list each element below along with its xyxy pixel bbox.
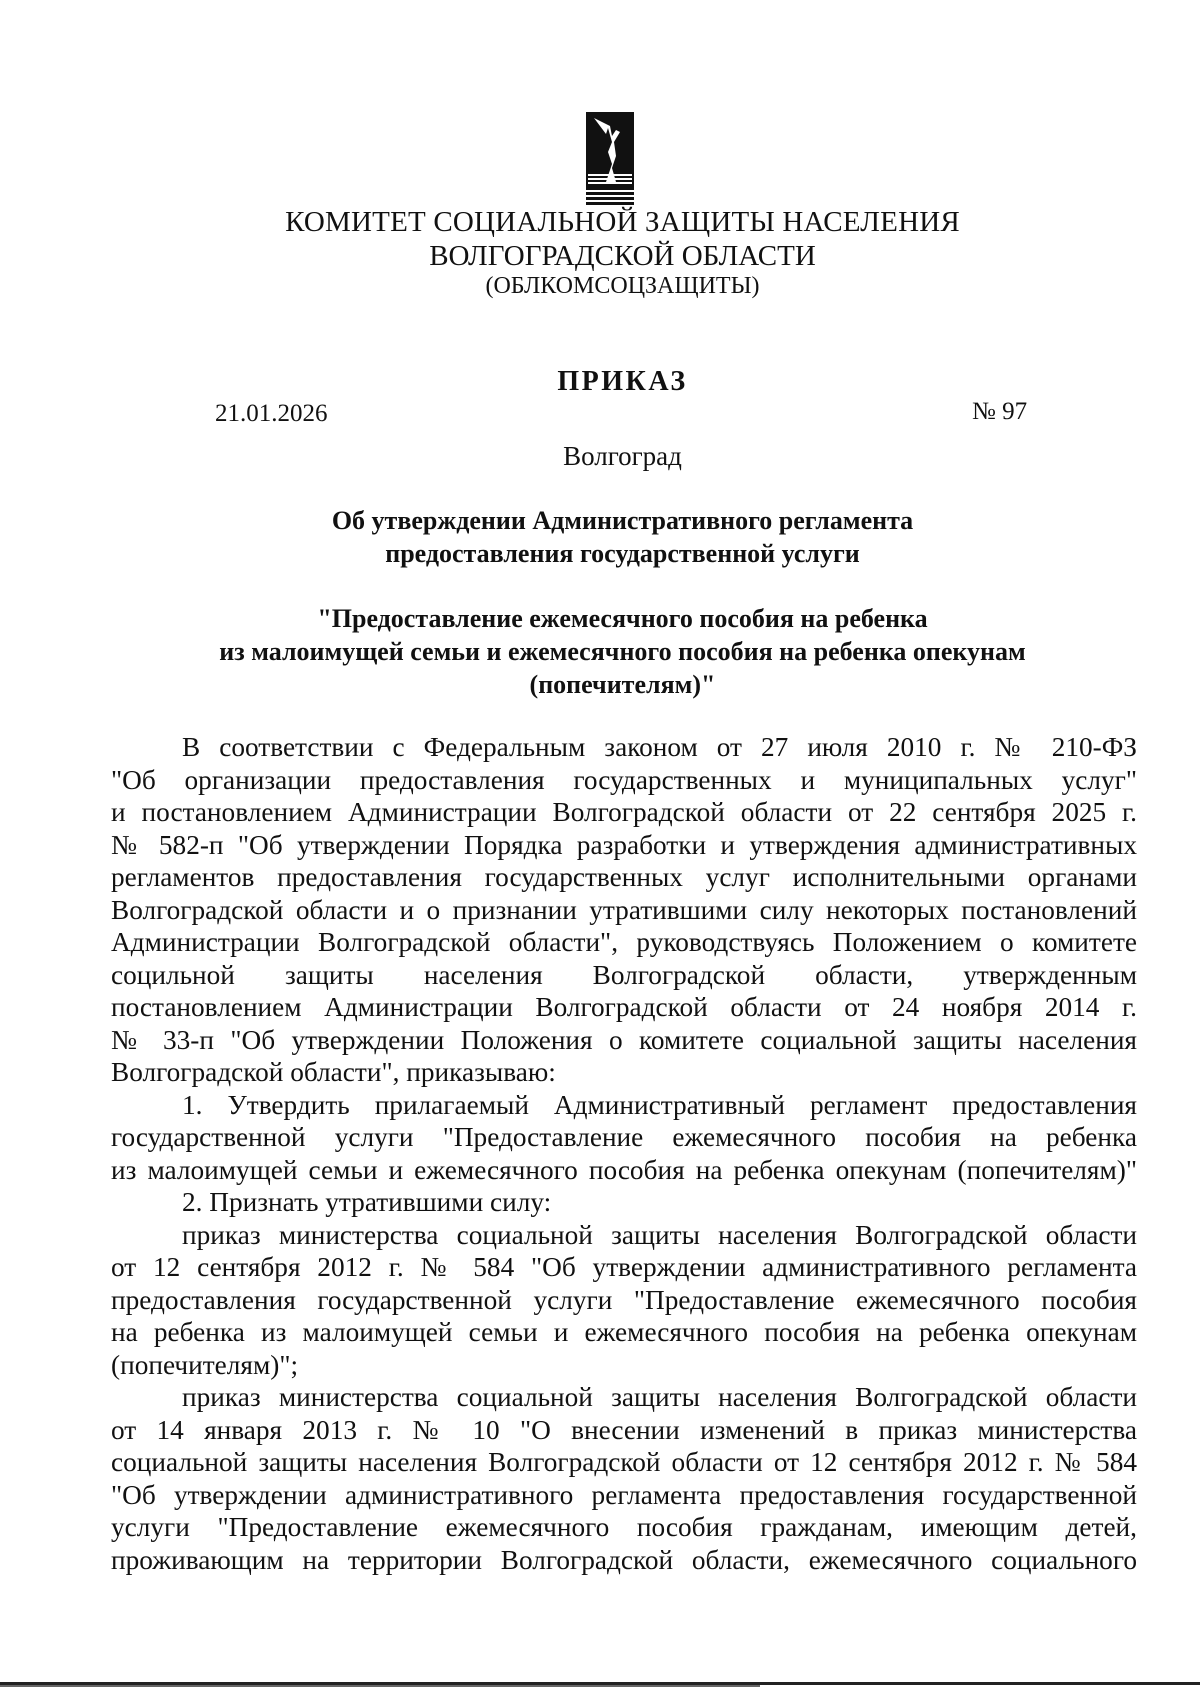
body-line: (попечителям)"; bbox=[111, 1349, 299, 1380]
service-line: "Предоставление ежемесячного пособия на ребенка bbox=[317, 604, 928, 633]
body-line: от 12 сентября 2012 г. № 584 "Об утверждении административного регламента bbox=[111, 1252, 1137, 1282]
body-line: на ребенка из малоимущей семьи и ежемесячного пособия на ребенка опекунам bbox=[111, 1317, 1137, 1347]
body-line: от 14 января 2013 г. № 10 "О внесении изменений в приказ министерства bbox=[111, 1414, 1137, 1445]
order-body bbox=[111, 731, 1137, 1576]
scan-edge-line bbox=[0, 1685, 760, 1687]
body-line: 1. Утвердить прилагаемый Административный регламент предоставления bbox=[182, 1089, 1137, 1120]
body-line: № 33-п "Об утверждении Положения о комитете социальной защиты населения bbox=[111, 1024, 1137, 1055]
body-line: проживающим на территории Волгоградской области, ежемесячного социального bbox=[111, 1544, 1137, 1575]
body-line: Волгоградской области", приказываю: bbox=[111, 1057, 556, 1087]
body-line: предоставления государственной услуги "Предоставление ежемесячного пособия bbox=[111, 1284, 1137, 1315]
body-line: и постановлением Администрации Волгоградской области от 22 сентября 2025 г. bbox=[111, 797, 1137, 827]
body-line: 2. Признать утратившими силу: bbox=[182, 1187, 552, 1217]
body-line: Волгоградской области и о признании утратившими силу некоторых постановлений bbox=[111, 894, 1137, 925]
body-line: Администрации Волгоградской области", руководствуясь Положением о комитете bbox=[111, 927, 1137, 957]
coat-of-arms-icon bbox=[586, 112, 634, 206]
body-line: из малоимущей семьи и ежемесячного пособия на ребенка опекунам (попечителям)" bbox=[111, 1154, 1137, 1185]
order-date: 21.01.2026 bbox=[215, 400, 328, 427]
body-line: услуги "Предоставление ежемесячного пособия гражданам, имеющим детей, bbox=[111, 1512, 1137, 1542]
order-subject-title bbox=[0, 504, 1200, 570]
body-line: № 582-п "Об утверждении Порядка разработки и утверждения административных bbox=[111, 829, 1137, 860]
service-line: из малоимущей семьи и ежемесячного пособия на ребенка опекунам bbox=[219, 637, 1026, 666]
organization-name-line2: ВОЛГОГРАДСКОЙ ОБЛАСТИ bbox=[429, 240, 816, 272]
organization-name-line1: КОМИТЕТ СОЦИАЛЬНОЙ ЗАЩИТЫ НАСЕЛЕНИЯ bbox=[285, 206, 960, 238]
service-line: (попечителям)" bbox=[529, 670, 716, 699]
body-line: регламентов предоставления государственных услуг исполнительными органами bbox=[111, 862, 1137, 892]
order-number: № 97 bbox=[972, 398, 1028, 425]
body-line: постановлением Администрации Волгоградской области от 24 ноября 2014 г. bbox=[111, 992, 1137, 1022]
body-line: государственной услуги "Предоставление ежемесячного пособия на ребенка bbox=[111, 1122, 1137, 1152]
body-line: социльной защиты населения Волгоградской области, утвержденным bbox=[111, 959, 1137, 990]
body-line: социальной защиты населения Волгоградской области от 12 сентября 2012 г. № 584 bbox=[111, 1447, 1137, 1477]
document-type-title: ПРИКАЗ bbox=[557, 366, 688, 397]
body-line: приказ министерства социальной защиты населения Волгоградской области bbox=[182, 1219, 1137, 1250]
subject-line: Об утверждении Административного регламента bbox=[331, 506, 914, 535]
order-city: Волгоград bbox=[563, 441, 682, 471]
body-line: приказ министерства социальной защиты населения Волгоградской области bbox=[182, 1382, 1137, 1412]
body-line: "Об утверждении административного регламента предоставления государственной bbox=[111, 1479, 1137, 1510]
organization-abbreviation: (ОБЛКОМСОЦЗАЩИТЫ) bbox=[485, 273, 760, 299]
service-name-title bbox=[0, 602, 1200, 701]
subject-line: предоставления государственной услуги bbox=[385, 539, 860, 568]
body-line: "Об организации предоставления государственных и муниципальных услуг" bbox=[111, 764, 1137, 795]
body-line: В соответствии с Федеральным законом от 27 июля 2010 г. № 210-ФЗ bbox=[182, 732, 1137, 762]
